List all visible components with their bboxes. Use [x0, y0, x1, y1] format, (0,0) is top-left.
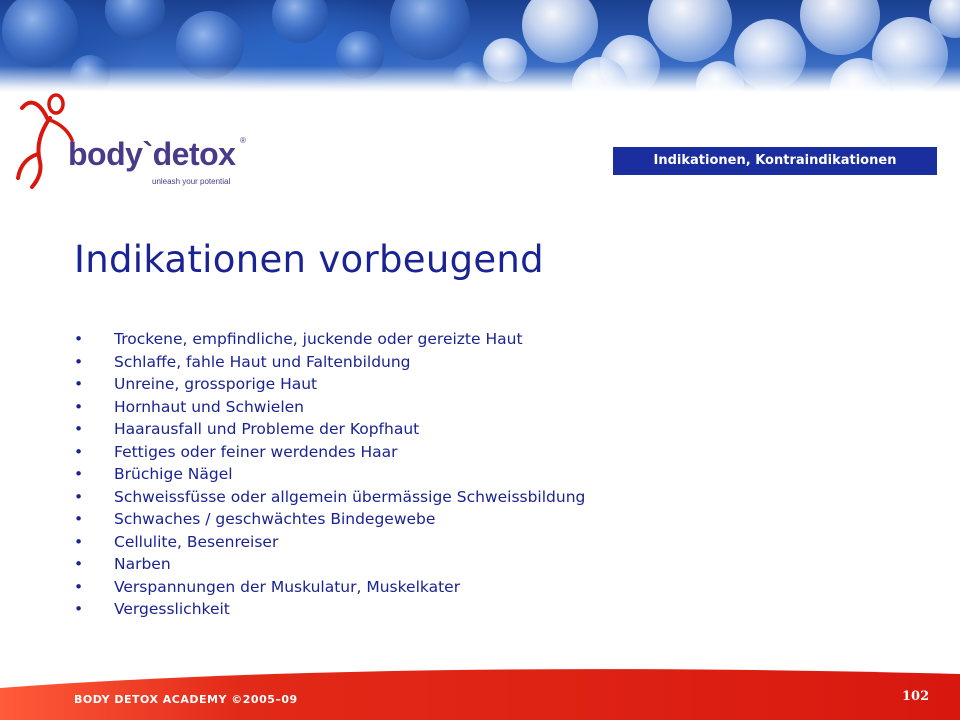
list-item-text: Cellulite, Besenreiser: [114, 532, 279, 551]
logo-brand-part1: body: [68, 136, 143, 172]
logo-wordmark: [68, 138, 235, 170]
bullet-dot: •: [74, 510, 84, 528]
logo-brand-part2: detox: [152, 136, 236, 172]
logo-brand-separator: `: [142, 136, 153, 172]
bullet-dot: •: [74, 555, 84, 573]
page-number: 102: [902, 689, 930, 704]
list-item: [74, 553, 585, 576]
list-item: [74, 328, 585, 351]
list-item-text: Vergesslichkeit: [114, 600, 230, 618]
list-item: [74, 418, 585, 441]
bullet-dot: •: [74, 397, 84, 416]
bullet-dot: •: [74, 487, 84, 506]
list-item-text: Schwaches / geschwächtes Bindegewebe: [114, 510, 436, 528]
list-item-text: Fettiges oder feiner werdendes Haar: [114, 442, 398, 461]
bullet-dot: •: [74, 352, 84, 371]
list-item-text: Narben: [114, 555, 171, 573]
bullet-dot: •: [74, 375, 84, 393]
list-item: [74, 373, 585, 396]
banner-fade: [0, 66, 960, 92]
list-item-text: Schlaffe, fahle Haut und Faltenbildung: [114, 352, 411, 371]
list-item: [74, 351, 585, 374]
page-title: Indikationen vorbeugend: [74, 238, 544, 281]
list-item: [74, 463, 585, 486]
list-item: [74, 576, 585, 599]
indication-list: [74, 328, 585, 621]
list-item-text: Brüchige Nägel: [114, 465, 233, 483]
list-item-text: Unreine, grossporige Haut: [114, 375, 318, 393]
bullet-dot: •: [74, 465, 84, 483]
bullet-dot: •: [74, 532, 84, 551]
bullet-dot: •: [74, 420, 84, 438]
bullet-dot: •: [74, 577, 84, 596]
list-item: [74, 441, 585, 464]
logo-registered-mark: ®: [240, 136, 246, 145]
list-item-text: Verspannungen der Muskulatur, Muskelkater: [114, 577, 461, 596]
bullet-dot: •: [74, 330, 84, 348]
brand-logo: [10, 92, 260, 192]
bullet-dot: •: [74, 442, 84, 461]
section-tag: Indikationen, Kontraindikationen: [613, 147, 937, 175]
list-item: [74, 486, 585, 509]
list-item-text: Schweissfüsse oder allgemein übermässige Schweissbildung: [114, 487, 586, 506]
list-item: [74, 598, 585, 621]
bullet-dot: •: [74, 600, 84, 618]
list-item: [74, 396, 585, 419]
list-item-text: Trockene, empfindliche, juckende oder gereizte Haut: [114, 330, 523, 348]
list-item-text: Haarausfall und Probleme der Kopfhaut: [114, 420, 420, 438]
list-item: [74, 508, 585, 531]
logo-tagline: unleash your potential: [152, 177, 231, 186]
list-item-text: Hornhaut und Schwielen: [114, 397, 304, 416]
header-banner-image: [0, 0, 960, 92]
list-item: [74, 531, 585, 554]
footer-copyright: BODY DETOX ACADEMY ©2005–09: [74, 693, 298, 706]
